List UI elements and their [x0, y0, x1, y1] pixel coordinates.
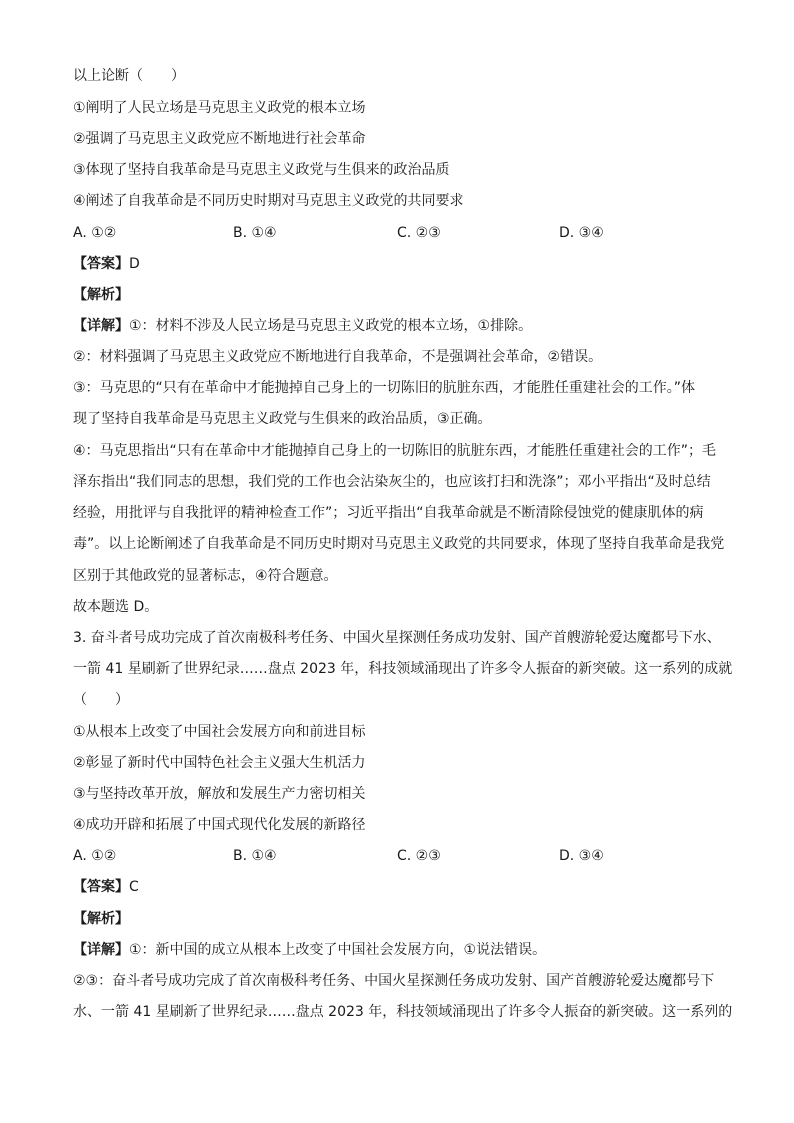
- q3-detail-text: ①：新中国的成立从根本上改变了中国社会发展方向，①说法错误。: [129, 942, 547, 958]
- q2-detail-line-3: ③：马克思的“只有在革命中才能抛掉自己身上的一切陈旧的肮脏东西，才能胜任重建社会的工作。”体: [73, 380, 696, 396]
- q3-option-3: ③与坚持改革开放，解放和发展生产力密切相关: [73, 786, 366, 802]
- q2-detail-line-2: ②：材料强调了马克思主义政党应不断地进行自我革命，不是强调社会革命，②错误。: [73, 349, 603, 365]
- q2-conclusion: 故本题选 D。: [73, 599, 159, 615]
- q3-option-4: ④成功开辟和拓展了中国式现代化发展的新路径: [73, 817, 366, 833]
- q3-choice-c: C. ②③: [397, 848, 441, 864]
- q2-detail-line-8: 毒”。以上论断阐述了自我革命是不同历史时期对马克思主义政党的共同要求，体现了坚持自我革命是我党: [73, 536, 725, 552]
- q3-answer-label: 【答案】: [73, 879, 129, 895]
- q2-choice-a: A. ①②: [73, 225, 117, 241]
- q3-answer: [73, 879, 723, 895]
- q3-stem-line-3: （ ）: [73, 692, 129, 708]
- q3-detail-line-1: [73, 942, 723, 958]
- q2-stem-end: 以上论断（ ）: [73, 68, 185, 84]
- q3-option-1: ①从根本上改变了中国社会发展方向和前进目标: [73, 724, 366, 740]
- q3-stem-line-2: 一箭 41 星刷新了世界纪录……盘点 2023 年，科技领域涌现出了许多令人振奋的新突破。这一系列的成就: [73, 661, 733, 677]
- q3-option-2: ②彰显了新时代中国特色社会主义强大生机活力: [73, 755, 366, 771]
- q3-detail-label: 【详解】: [73, 942, 129, 958]
- q2-detail-line-4: 现了坚持自我革命是马克思主义政党与生俱来的政治品质，③正确。: [73, 411, 492, 427]
- q2-detail-line-1: [73, 318, 723, 334]
- q2-choice-b: B. ①④: [233, 225, 277, 241]
- q2-option-1: ①阐明了人民立场是马克思主义政党的根本立场: [73, 100, 366, 116]
- q2-detail-line-7: 经验，用批评与自我批评的精神检查工作”；习近平指出“自我革命就是不断清除侵蚀党的健康肌体的病: [73, 505, 704, 521]
- q2-detail-line-6: 泽东指出“我们同志的思想，我们党的工作也会沾染灰尘的，也应该打扫和洗涤”；邓小平指出“及时总结: [73, 474, 711, 490]
- q2-detail-line-5: ④：马克思指出“只有在革命中才能抛掉自己身上的一切陈旧的肮脏东西，才能胜任重建社会的工作”；毛: [73, 443, 717, 459]
- q3-choice-b: B. ①④: [233, 848, 277, 864]
- q3-detail-line-2: ②③：奋斗者号成功完成了首次南极科考任务、中国火星探测任务成功发射、国产首艘游轮爱达魔都号下: [73, 973, 715, 989]
- q2-answer-label: 【答案】: [73, 256, 129, 272]
- q3-choice-a: A. ①②: [73, 848, 117, 864]
- q2-answer-value: D: [129, 256, 140, 272]
- q3-answer-value: C: [129, 879, 139, 895]
- q2-option-4: ④阐述了自我革命是不同历史时期对马克思主义政党的共同要求: [73, 193, 464, 209]
- q2-option-3: ③体现了坚持自我革命是马克思主义政党与生俱来的政治品质: [73, 162, 450, 178]
- q2-option-2: ②强调了马克思主义政党应不断地进行社会革命: [73, 131, 366, 147]
- q2-detail-label: 【详解】: [73, 318, 129, 334]
- q3-detail-line-3: 水、一箭 41 星刷新了世界纪录……盘点 2023 年，科技领域涌现出了许多令人振奋的新突破。这一系列的: [73, 1004, 733, 1020]
- q3-choice-d: D. ③④: [559, 848, 604, 864]
- q2-analysis-label: 【解析】: [73, 287, 129, 303]
- q2-choice-d: D. ③④: [559, 225, 604, 241]
- q2-detail-line-9: 区别于其他政党的显著标志，④符合题意。: [73, 568, 338, 584]
- q2-answer: [73, 256, 723, 272]
- q2-detail-text: ①：材料不涉及人民立场是马克思主义政党的根本立场，①排除。: [129, 318, 533, 334]
- q3-analysis-label: 【解析】: [73, 911, 129, 927]
- q3-stem-line-1: 3. 奋斗者号成功完成了首次南极科考任务、中国火星探测任务成功发射、国产首艘游轮爱达魔都号下水、: [73, 630, 721, 646]
- q2-choice-c: C. ②③: [397, 225, 441, 241]
